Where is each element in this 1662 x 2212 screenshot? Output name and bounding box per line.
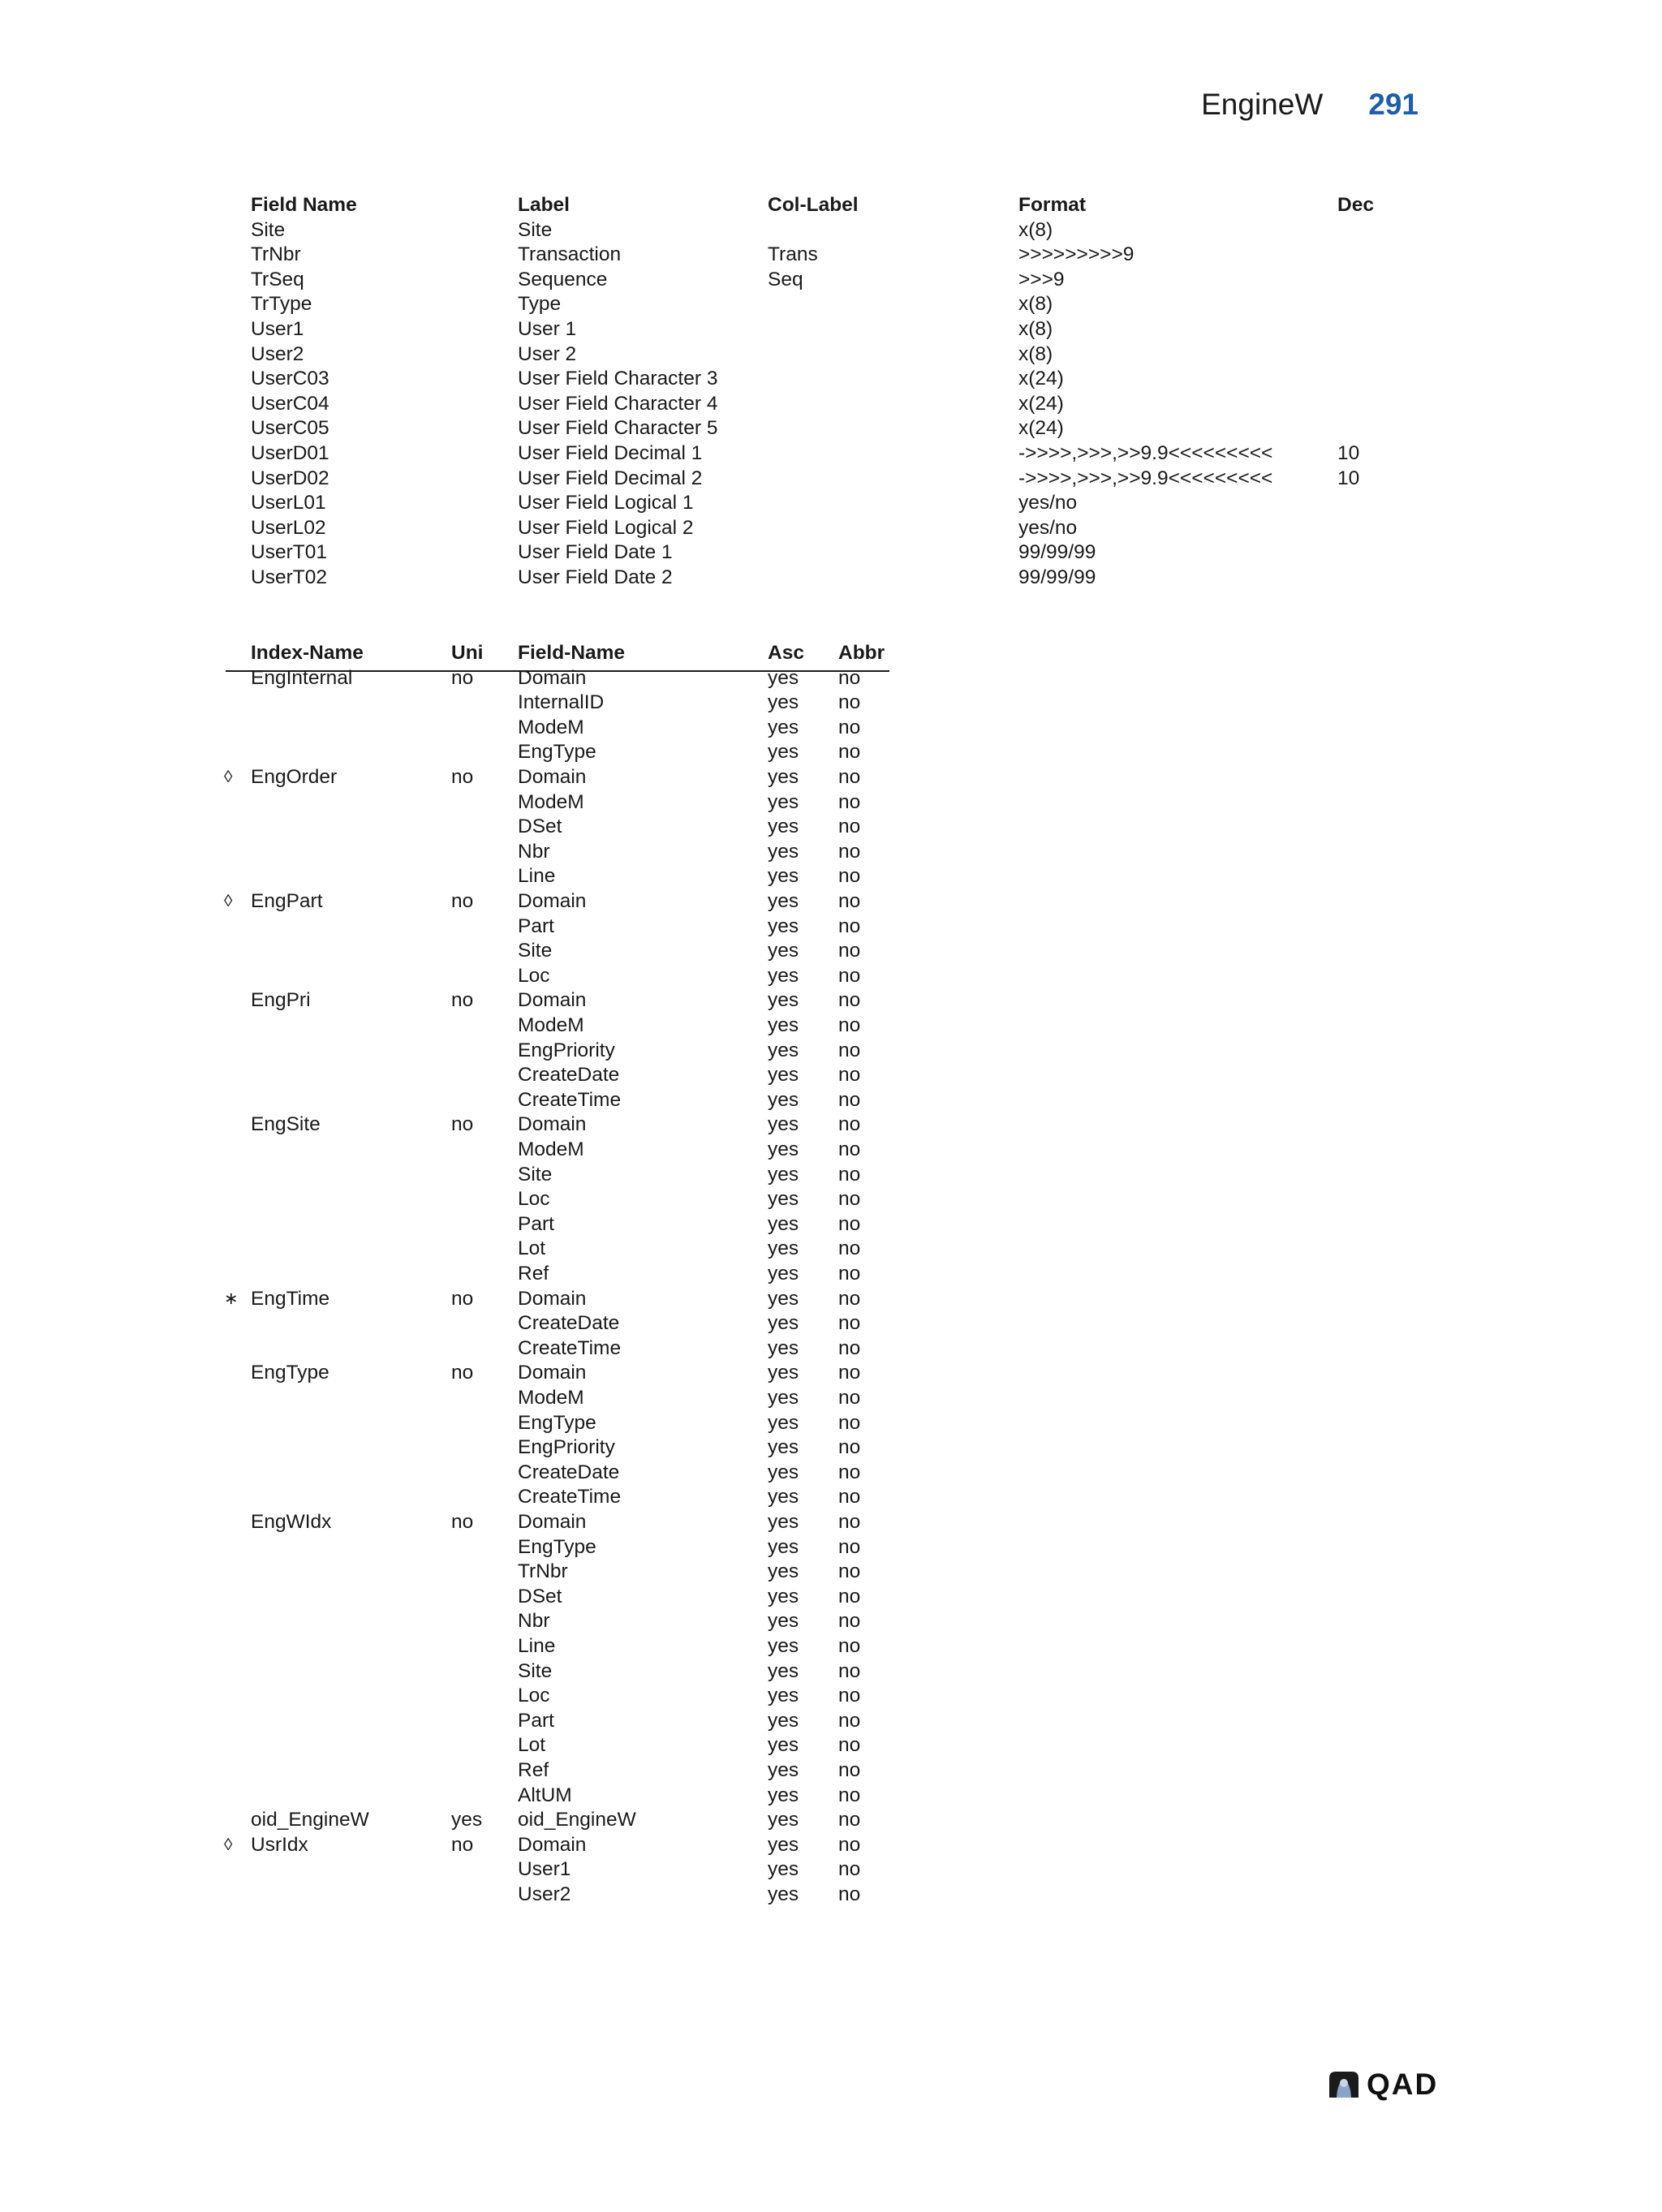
- asc-cell: yes: [768, 865, 799, 888]
- asc-cell: yes: [768, 1113, 799, 1136]
- field-name-cell: UserC03: [251, 368, 329, 390]
- format-cell: ->>>>,>>>,>>9.9<<<<<<<<<: [1018, 442, 1273, 464]
- header-col-label: Col-Label: [768, 194, 859, 216]
- index-field-cell: Domain: [518, 1833, 587, 1856]
- asc-cell: yes: [768, 1685, 799, 1707]
- index-field-cell: User1: [518, 1858, 571, 1881]
- abbr-cell: no: [838, 1659, 861, 1682]
- index-field-cell: Lot: [518, 1237, 546, 1260]
- asc-cell: yes: [768, 1883, 799, 1905]
- uni-cell: no: [451, 1287, 474, 1310]
- abbr-cell: no: [838, 1436, 861, 1459]
- abbr-cell: no: [838, 1387, 861, 1409]
- abbr-cell: no: [838, 766, 861, 788]
- index-field-cell: User2: [518, 1883, 571, 1905]
- asc-cell: yes: [768, 691, 799, 714]
- format-cell: ->>>>,>>>,>>9.9<<<<<<<<<: [1018, 467, 1273, 489]
- asc-cell: yes: [768, 1237, 799, 1260]
- asc-cell: yes: [768, 1362, 799, 1384]
- index-field-cell: Line: [518, 865, 556, 888]
- format-cell: yes/no: [1018, 492, 1078, 514]
- field-name-cell: UserD02: [251, 467, 329, 489]
- asc-cell: yes: [768, 1312, 799, 1335]
- asc-cell: yes: [768, 1138, 799, 1160]
- index-field-cell: EngType: [518, 1535, 596, 1558]
- format-cell: 99/99/99: [1018, 541, 1096, 564]
- index-field-cell: DSet: [518, 1585, 562, 1607]
- index-field-cell: EngPriority: [518, 1039, 615, 1061]
- label-cell: User Field Logical 1: [518, 492, 694, 514]
- index-field-cell: Domain: [518, 666, 587, 689]
- asc-cell: yes: [768, 1858, 799, 1881]
- abbr-cell: no: [838, 890, 861, 912]
- asc-cell: yes: [768, 1659, 799, 1682]
- label-cell: User 1: [518, 318, 577, 340]
- qad-logo-icon: [1328, 2070, 1360, 2099]
- uni-cell: no: [451, 1511, 474, 1533]
- index-field-cell: InternalID: [518, 691, 605, 714]
- uni-cell: no: [451, 1113, 474, 1136]
- field-name-cell: Site: [251, 218, 286, 241]
- page-number: 291: [1368, 88, 1419, 121]
- index-field-cell: EngType: [518, 1411, 596, 1434]
- format-cell: x(8): [1018, 218, 1053, 241]
- abbr-cell: no: [838, 1759, 861, 1781]
- index-field-cell: Lot: [518, 1734, 546, 1757]
- index-marker: ◊: [224, 892, 233, 910]
- index-field-cell: CreateDate: [518, 1312, 620, 1335]
- asc-cell: yes: [768, 1709, 799, 1732]
- format-cell: yes/no: [1018, 516, 1078, 539]
- index-name-cell: EngPart: [251, 890, 323, 912]
- asc-cell: yes: [768, 1387, 799, 1409]
- asc-cell: yes: [768, 1610, 799, 1633]
- index-field-cell: Domain: [518, 766, 587, 788]
- abbr-cell: no: [838, 1263, 861, 1285]
- header-index-name: Index-Name: [251, 642, 364, 664]
- index-field-cell: Domain: [518, 890, 587, 912]
- asc-cell: yes: [768, 716, 799, 738]
- abbr-cell: no: [838, 1411, 861, 1434]
- index-name-cell: EngTime: [251, 1287, 330, 1310]
- asc-cell: yes: [768, 890, 799, 912]
- dec-cell: 10: [1337, 467, 1360, 489]
- asc-cell: yes: [768, 1163, 799, 1186]
- asc-cell: yes: [768, 1188, 799, 1211]
- abbr-cell: no: [838, 940, 861, 962]
- index-field-cell: Loc: [518, 964, 550, 987]
- uni-cell: no: [451, 766, 474, 788]
- abbr-cell: no: [838, 1685, 861, 1707]
- header-label: Label: [518, 194, 570, 216]
- abbr-cell: no: [838, 1610, 861, 1633]
- abbr-cell: no: [838, 1212, 861, 1235]
- abbr-cell: no: [838, 1809, 861, 1831]
- label-cell: User Field Date 2: [518, 566, 673, 588]
- index-marker: ◊: [224, 1835, 233, 1854]
- asc-cell: yes: [768, 1511, 799, 1533]
- asc-cell: yes: [768, 1287, 799, 1310]
- abbr-cell: no: [838, 1486, 861, 1508]
- abbr-cell: no: [838, 865, 861, 888]
- abbr-cell: no: [838, 1734, 861, 1757]
- abbr-cell: no: [838, 1362, 861, 1384]
- header-format: Format: [1018, 194, 1087, 216]
- field-name-cell: UserC04: [251, 392, 329, 415]
- index-field-cell: EngPriority: [518, 1436, 615, 1459]
- abbr-cell: no: [838, 1312, 861, 1335]
- header-dec: Dec: [1337, 194, 1374, 216]
- field-name-cell: UserT02: [251, 566, 327, 588]
- abbr-cell: no: [838, 1560, 861, 1583]
- format-cell: x(8): [1018, 318, 1053, 340]
- abbr-cell: no: [838, 716, 861, 738]
- field-name-cell: User1: [251, 318, 304, 340]
- asc-cell: yes: [768, 1336, 799, 1359]
- index-field-cell: Site: [518, 1163, 553, 1186]
- index-field-cell: AltUM: [518, 1784, 572, 1806]
- abbr-cell: no: [838, 1461, 861, 1483]
- asc-cell: yes: [768, 1263, 799, 1285]
- asc-cell: yes: [768, 940, 799, 962]
- abbr-cell: no: [838, 1163, 861, 1186]
- abbr-cell: no: [838, 964, 861, 987]
- asc-cell: yes: [768, 1039, 799, 1061]
- abbr-cell: no: [838, 1039, 861, 1061]
- field-name-cell: UserC05: [251, 417, 329, 440]
- abbr-cell: no: [838, 1709, 861, 1732]
- label-cell: Transaction: [518, 243, 622, 266]
- asc-cell: yes: [768, 1535, 799, 1558]
- page-header: [1201, 88, 1419, 122]
- abbr-cell: no: [838, 914, 861, 937]
- abbr-cell: no: [838, 1511, 861, 1533]
- asc-cell: yes: [768, 840, 799, 863]
- index-name-cell: EngPri: [251, 989, 311, 1012]
- label-cell: Sequence: [518, 268, 608, 290]
- index-field-cell: Domain: [518, 989, 587, 1012]
- index-field-cell: Nbr: [518, 840, 550, 863]
- index-field-cell: ModeM: [518, 1138, 584, 1160]
- abbr-cell: no: [838, 1237, 861, 1260]
- abbr-cell: no: [838, 1336, 861, 1359]
- abbr-cell: no: [838, 1064, 861, 1087]
- uni-cell: no: [451, 1362, 474, 1384]
- asc-cell: yes: [768, 1560, 799, 1583]
- label-cell: User 2: [518, 342, 577, 365]
- asc-cell: yes: [768, 1784, 799, 1806]
- label-cell: User Field Logical 2: [518, 516, 694, 539]
- abbr-cell: no: [838, 1014, 861, 1036]
- asc-cell: yes: [768, 1064, 799, 1087]
- index-field-cell: CreateDate: [518, 1461, 620, 1483]
- index-field-cell: EngType: [518, 741, 596, 764]
- index-field-cell: Part: [518, 1212, 554, 1235]
- asc-cell: yes: [768, 964, 799, 987]
- label-cell: Type: [518, 293, 562, 316]
- index-field-cell: ModeM: [518, 1387, 584, 1409]
- asc-cell: yes: [768, 741, 799, 764]
- uni-cell: no: [451, 1833, 474, 1856]
- index-field-cell: CreateTime: [518, 1088, 622, 1111]
- dec-cell: 10: [1337, 442, 1360, 464]
- index-field-cell: Site: [518, 1659, 553, 1682]
- abbr-cell: no: [838, 1883, 861, 1905]
- abbr-cell: no: [838, 1113, 861, 1136]
- index-name-cell: EngType: [251, 1362, 329, 1384]
- index-field-cell: ModeM: [518, 716, 584, 738]
- field-name-cell: UserL01: [251, 492, 326, 514]
- header-uni: Uni: [451, 642, 484, 664]
- asc-cell: yes: [768, 666, 799, 689]
- label-cell: User Field Character 4: [518, 392, 718, 415]
- index-field-cell: Part: [518, 1709, 554, 1732]
- format-cell: >>>9: [1018, 268, 1065, 290]
- header-abbr: Abbr: [838, 642, 885, 664]
- index-marker: ◊: [224, 768, 233, 786]
- field-name-cell: TrSeq: [251, 268, 304, 290]
- format-cell: x(24): [1018, 392, 1064, 415]
- index-field-cell: TrNbr: [518, 1560, 568, 1583]
- index-field-cell: oid_EngineW: [518, 1809, 636, 1831]
- abbr-cell: no: [838, 1833, 861, 1856]
- abbr-cell: no: [838, 1784, 861, 1806]
- label-cell: User Field Date 1: [518, 541, 673, 564]
- index-field-cell: CreateTime: [518, 1336, 622, 1359]
- page-title: EngineW: [1201, 88, 1324, 121]
- asc-cell: yes: [768, 1759, 799, 1781]
- format-cell: x(8): [1018, 293, 1053, 316]
- index-name-cell: EngSite: [251, 1113, 321, 1136]
- abbr-cell: no: [838, 1138, 861, 1160]
- uni-cell: no: [451, 890, 474, 912]
- label-cell: User Field Decimal 1: [518, 442, 703, 464]
- asc-cell: yes: [768, 1461, 799, 1483]
- asc-cell: yes: [768, 1014, 799, 1036]
- abbr-cell: no: [838, 840, 861, 863]
- index-field-cell: Loc: [518, 1685, 550, 1707]
- asc-cell: yes: [768, 816, 799, 838]
- index-field-cell: Domain: [518, 1511, 587, 1533]
- abbr-cell: no: [838, 1188, 861, 1211]
- label-cell: User Field Character 3: [518, 368, 718, 390]
- qad-logo: [1328, 2068, 1438, 2102]
- field-name-cell: UserD01: [251, 442, 329, 464]
- abbr-cell: no: [838, 1287, 861, 1310]
- format-cell: >>>>>>>>>9: [1018, 243, 1135, 266]
- asc-cell: yes: [768, 790, 799, 813]
- index-field-cell: Ref: [518, 1263, 549, 1285]
- index-field-cell: Line: [518, 1635, 556, 1657]
- abbr-cell: no: [838, 790, 861, 813]
- index-name-cell: EngInternal: [251, 666, 353, 689]
- format-cell: 99/99/99: [1018, 566, 1096, 588]
- index-field-cell: Loc: [518, 1188, 550, 1211]
- asc-cell: yes: [768, 1212, 799, 1235]
- field-name-cell: TrNbr: [251, 243, 301, 266]
- header-asc: Asc: [768, 642, 804, 664]
- col-label-cell: Seq: [768, 268, 803, 290]
- index-field-cell: Part: [518, 914, 554, 937]
- abbr-cell: no: [838, 989, 861, 1012]
- asc-cell: yes: [768, 1809, 799, 1831]
- asc-cell: yes: [768, 1585, 799, 1607]
- col-label-cell: Trans: [768, 243, 818, 266]
- index-field-cell: CreateDate: [518, 1064, 620, 1087]
- asc-cell: yes: [768, 1486, 799, 1508]
- index-field-cell: DSet: [518, 816, 562, 838]
- asc-cell: yes: [768, 766, 799, 788]
- index-name-cell: EngOrder: [251, 766, 338, 788]
- format-cell: x(24): [1018, 368, 1064, 390]
- abbr-cell: no: [838, 1535, 861, 1558]
- abbr-cell: no: [838, 741, 861, 764]
- index-name-cell: oid_EngineW: [251, 1809, 369, 1831]
- uni-cell: no: [451, 989, 474, 1012]
- index-field-cell: Ref: [518, 1759, 549, 1781]
- abbr-cell: no: [838, 691, 861, 714]
- label-cell: User Field Character 5: [518, 417, 718, 440]
- index-marker: ∗: [224, 1289, 239, 1308]
- uni-cell: no: [451, 666, 474, 689]
- index-field-cell: ModeM: [518, 790, 584, 813]
- format-cell: x(24): [1018, 417, 1064, 440]
- field-name-cell: User2: [251, 342, 304, 365]
- asc-cell: yes: [768, 1833, 799, 1856]
- index-field-cell: Domain: [518, 1113, 587, 1136]
- abbr-cell: no: [838, 666, 861, 689]
- qad-logo-text: QAD: [1367, 2068, 1439, 2101]
- field-name-cell: UserT01: [251, 541, 327, 564]
- asc-cell: yes: [768, 1411, 799, 1434]
- abbr-cell: no: [838, 816, 861, 838]
- asc-cell: yes: [768, 1088, 799, 1111]
- index-field-cell: Site: [518, 940, 553, 962]
- field-name-cell: TrType: [251, 293, 312, 316]
- index-name-cell: EngWIdx: [251, 1511, 332, 1533]
- header-field-name: Field Name: [251, 194, 357, 216]
- index-name-cell: UsrIdx: [251, 1833, 308, 1856]
- format-cell: x(8): [1018, 342, 1053, 365]
- index-field-cell: ModeM: [518, 1014, 584, 1036]
- index-field-cell: Domain: [518, 1287, 587, 1310]
- label-cell: Site: [518, 218, 553, 241]
- asc-cell: yes: [768, 1436, 799, 1459]
- asc-cell: yes: [768, 1635, 799, 1657]
- asc-cell: yes: [768, 914, 799, 937]
- index-field-cell: Domain: [518, 1362, 587, 1384]
- index-field-cell: CreateTime: [518, 1486, 622, 1508]
- abbr-cell: no: [838, 1635, 861, 1657]
- asc-cell: yes: [768, 989, 799, 1012]
- label-cell: User Field Decimal 2: [518, 467, 703, 489]
- index-field-cell: Nbr: [518, 1610, 550, 1633]
- header-index-field-name: Field-Name: [518, 642, 626, 664]
- uni-cell: yes: [451, 1809, 483, 1831]
- abbr-cell: no: [838, 1585, 861, 1607]
- abbr-cell: no: [838, 1858, 861, 1881]
- field-name-cell: UserL02: [251, 516, 326, 539]
- asc-cell: yes: [768, 1734, 799, 1757]
- abbr-cell: no: [838, 1088, 861, 1111]
